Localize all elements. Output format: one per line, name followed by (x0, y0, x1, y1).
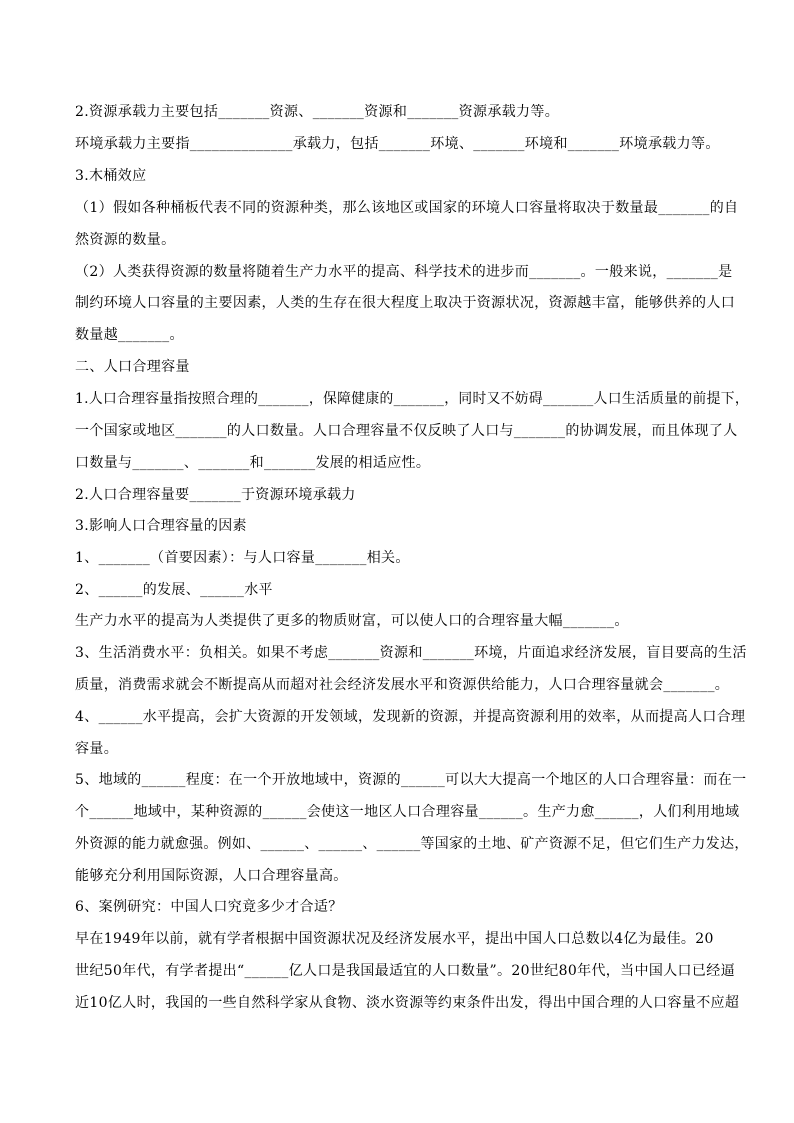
text-line: 1.人口合理容量指按照合理的_______，保障健康的_______，同时又不妨碍_______人口生活质量的前提下， (75, 391, 749, 407)
text-line: 外资源的能力就愈强。例如、______、______、______等国家的土地、矿产资源不足，但它们生产力发达， (75, 836, 749, 852)
text-line: 容量。 (75, 741, 119, 757)
section-heading: 3.影响人口合理容量的因素 (75, 518, 247, 534)
text-line: 个______地域中，某种资源的______会使这一地区人口合理容量______。生产力愈______，人们利用地域 (75, 804, 740, 820)
text-line: 3、生活消费水平：负相关。如果不考虑_______资源和_______环境，片面追求经济发展，盲目要高的生活 (75, 645, 747, 661)
text-line: 世纪50年代，有学者提出“______亿人口是我国最适宜的人口数量”。20世纪80年代，当中国人口已经逼 (75, 963, 735, 979)
text-line: 口数量与_______、_______和_______发展的相适应性。 (75, 455, 431, 471)
text-line: 5、地域的______程度：在一个开放地域中，资源的______可以大大提高一个地区的人口合理容量：而在一 (75, 772, 747, 788)
text-line: 一个国家或地区_______的人口数量。人口合理容量不仅反映了人口与_______的协调发展，而且体现了人 (75, 423, 738, 439)
text-line: 近10亿人时，我国的一些自然科学家从食物、淡水资源等约束条件出发，得出中国合理的人口容量不应超 (75, 995, 740, 1011)
text-line: 能够充分利用国际资源，人口合理容量高。 (75, 868, 348, 884)
text-line: 质量，消费需求就会不断提高从而超对社会经济发展水平和资源供给能力，人口合理容量就会_______。 (75, 677, 730, 693)
text-line: 数量越_______。 (75, 327, 184, 343)
section-heading: 3.木桶效应 (75, 168, 147, 184)
text-line: （2）人类获得资源的数量将随着生产力水平的提高、科学技术的进步而_______。一般来说，_______是 (75, 264, 733, 280)
text-line: 2.资源承载力主要包括_______资源、_______资源和_______资源承载力等。 (75, 104, 560, 120)
text-line: 2.人口合理容量要_______于资源环境承载力 (75, 487, 356, 503)
section-heading: 6、案例研究：中国人口究竟多少才合适？ (75, 899, 343, 915)
text-line: （1）假如各种桶板代表不同的资源种类，那么该地区或国家的环境人口容量将取决于数量最_______的自 (75, 200, 739, 216)
text-line: 制约环境人口容量的主要因素，人类的生存在很大程度上取决于资源状况，资源越丰富，能够供养的人口 (75, 295, 736, 311)
text-line: 早在1949年以前，就有学者根据中国资源状况及经济发展水平，提出中国人口总数以4亿为最佳。20 (75, 931, 714, 947)
section-heading: 二、人口合理容量 (75, 359, 190, 375)
text-line: 然资源的数量。 (75, 232, 176, 248)
text-line: 生产力水平的提高为人类提供了更多的物质财富，可以使人口的合理容量大幅_______。 (75, 613, 629, 629)
text-line: 环境承载力主要指______________承载力，包括_______环境、_______环境和_______环境承载力等。 (75, 136, 720, 152)
text-line: 1、_______（首要因素）：与人口容量_______相关。 (75, 550, 410, 566)
text-line: 2、______的发展、______水平 (75, 582, 273, 598)
text-line: 4、______水平提高，会扩大资源的开发领域，发现新的资源，并提高资源利用的效率，从而提高人口合理 (75, 709, 746, 725)
